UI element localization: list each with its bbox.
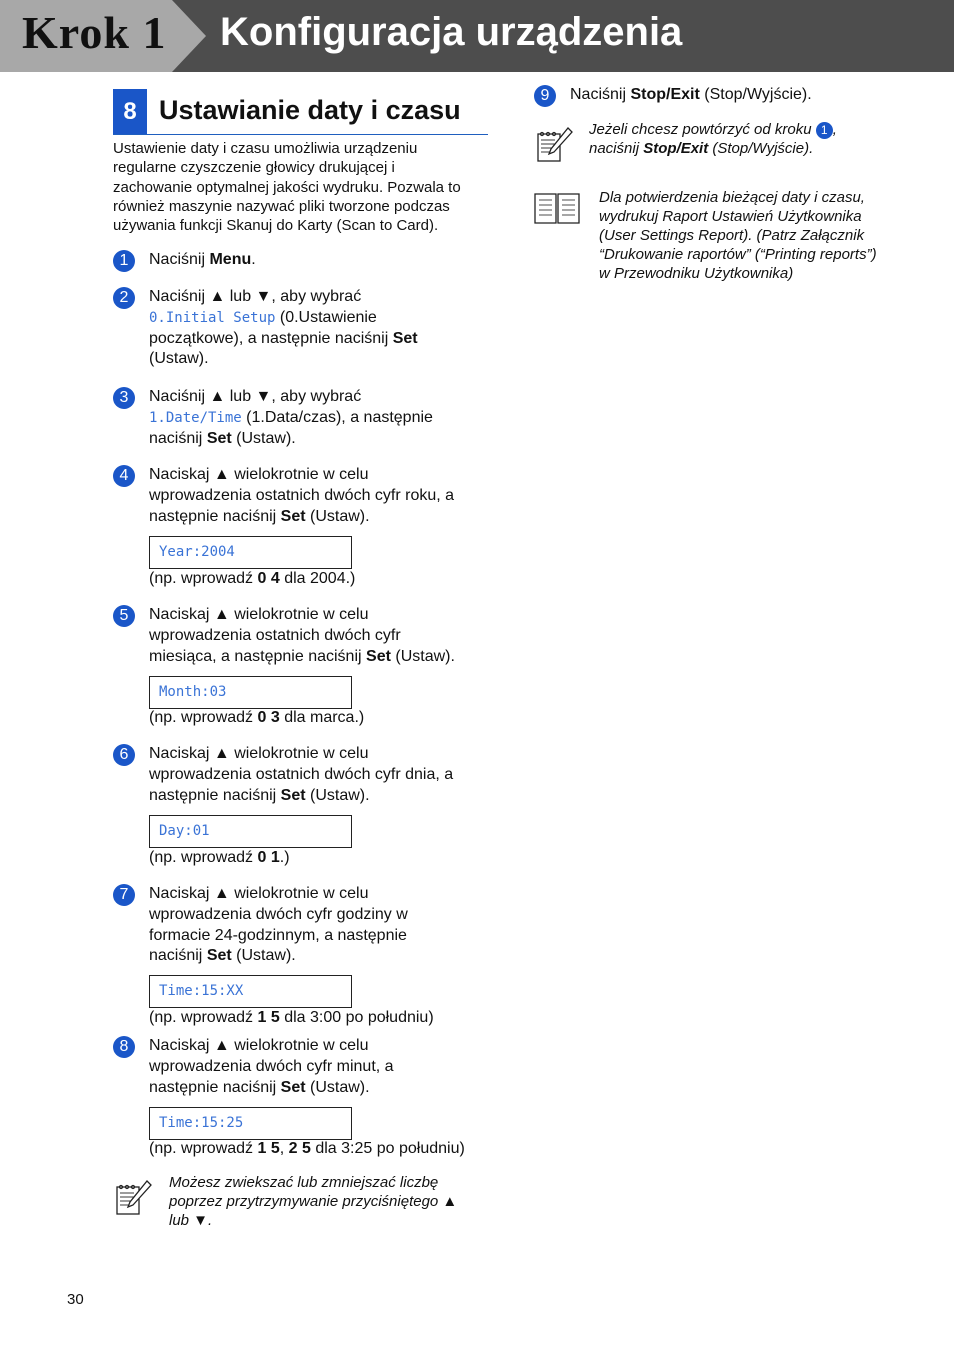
text: (Ustaw). — [149, 350, 209, 368]
section-number: 8 — [113, 89, 147, 134]
key-name: Set — [392, 329, 418, 347]
lcd-text: Time:15:25 — [159, 1115, 244, 1131]
intro-line: używania funkcji Skanuj do Karty (Scan to Card). — [113, 217, 439, 235]
text: (0.Ustawienie — [275, 308, 377, 326]
text: (np. wprowadź — [149, 1009, 258, 1026]
text: Naciskaj ▲ wielokrotnie w celu — [149, 606, 369, 623]
step-number-badge: 5 — [113, 605, 135, 627]
step-label: Krok 1 — [22, 7, 167, 58]
step-text — [149, 605, 499, 667]
text: (Stop/Wyjście). — [699, 86, 812, 103]
note-line: Dla potwierdzenia bieżącej daty i czasu, — [599, 189, 865, 206]
text: (Ustaw). — [231, 429, 296, 447]
intro-paragraph — [113, 139, 493, 235]
step-number-badge: 1 — [113, 250, 135, 272]
step-text — [149, 465, 499, 527]
example-text — [149, 849, 290, 867]
text: formacie 24-godzinnym, a następnie — [149, 926, 407, 944]
note-pencil-icon — [535, 125, 573, 165]
page-header — [0, 0, 954, 72]
lcd-text: Year:2004 — [159, 544, 235, 560]
key-name: Set — [280, 507, 306, 525]
text: (np. wprowadź — [149, 570, 258, 587]
lcd-display — [149, 536, 352, 569]
step-number-badge: 3 — [113, 387, 135, 409]
text: (np. wprowadź — [149, 1140, 258, 1157]
text: Naciskaj ▲ wielokrotnie w celu — [149, 466, 369, 483]
key-name: Menu — [209, 251, 252, 268]
note-pencil-icon — [114, 1178, 152, 1218]
text: (Ustaw). — [305, 1078, 370, 1096]
text: . — [251, 251, 256, 268]
step-text — [149, 387, 499, 449]
key-name: Set — [206, 947, 232, 965]
section-title: Ustawianie daty i czasu — [159, 95, 461, 125]
step-text — [149, 1036, 499, 1098]
note-line: Możesz zwiekszać lub zmniejszać liczbę — [169, 1174, 439, 1191]
text: Naciskaj ▲ wielokrotnie w celu — [149, 885, 369, 902]
text: .) — [279, 849, 290, 866]
note-right — [589, 120, 837, 158]
digits: 1 5 — [257, 1009, 280, 1026]
text: Naciśnij — [570, 86, 631, 103]
header-arrow — [172, 0, 206, 72]
note-line: lub ▼. — [169, 1212, 213, 1229]
note-line: wydrukuj Raport Ustawień Użytkownika — [599, 208, 862, 225]
key-name: Stop/Exit — [630, 86, 700, 103]
step-text — [570, 85, 920, 106]
step-text — [149, 884, 499, 967]
page-title: Konfiguracja urządzenia — [220, 10, 683, 54]
text: następnie naciśnij — [149, 786, 281, 804]
text: (np. wprowadź — [149, 709, 258, 726]
text: wprowadzenia ostatnich dwóch cyfr — [149, 626, 401, 644]
text: (Stop/Wyjście). — [708, 140, 814, 157]
intro-line: Ustawienie daty i czasu umożliwia urządzeniu — [113, 140, 418, 157]
step-ref-badge: 1 — [816, 122, 833, 139]
text: miesiąca, a następnie naciśnij — [149, 647, 367, 665]
text: , — [279, 1140, 289, 1157]
example-text — [149, 709, 364, 727]
key-name: Stop/Exit — [643, 140, 709, 157]
intro-line: regularne czyszczenie głowicy drukującej i — [113, 159, 395, 177]
lcd-text: 0.Initial Setup — [149, 309, 276, 326]
step-number-badge: 9 — [534, 85, 556, 107]
key-name: Set — [206, 429, 232, 447]
text: dla 3:25 po południu) — [310, 1140, 465, 1157]
text: Naciśnij ▲ lub ▼, aby wybrać — [149, 388, 362, 405]
book-note — [599, 188, 877, 283]
key-name: Set — [280, 1078, 306, 1096]
section-heading — [113, 89, 488, 135]
step-number-badge: 4 — [113, 465, 135, 487]
example-text — [149, 1009, 434, 1027]
key-name: Set — [280, 786, 306, 804]
example-text — [149, 570, 355, 588]
text: naciśnij — [149, 947, 207, 965]
reference-book-icon — [533, 190, 581, 226]
note-line: “Drukowanie raportów” (“Printing reports”) — [599, 246, 877, 263]
intro-line: również maszynie nazywać pliki tworzone podczas — [113, 197, 450, 215]
text: Jeżeli chcesz powtórzyć od kroku — [589, 121, 816, 138]
text: wprowadzenia dwóch cyfr godziny w — [149, 905, 408, 923]
digits: 0 1 — [257, 849, 280, 866]
text: Naciśnij — [149, 251, 210, 268]
step-number-badge: 7 — [113, 884, 135, 906]
note-line: poprzez przytrzymywanie przyciśniętego ▲ — [169, 1193, 458, 1210]
step-text — [149, 287, 499, 370]
intro-line: zachowanie optymalnej jakości wydruku. Pozwala to — [113, 178, 461, 196]
lcd-display — [149, 1107, 352, 1140]
key-name: Set — [366, 647, 391, 665]
lcd-display — [149, 676, 352, 709]
text: (Ustaw). — [231, 947, 296, 965]
note-line: w Przewodniku Użytkownika) — [599, 265, 794, 282]
text: (Ustaw). — [305, 507, 370, 525]
lcd-text: Time:15:XX — [159, 983, 244, 999]
step-number-badge: 6 — [113, 744, 135, 766]
example-text — [149, 1140, 465, 1158]
text: Naciskaj ▲ wielokrotnie w celu — [149, 1037, 369, 1054]
text: (Ustaw). — [305, 786, 370, 804]
note-left — [169, 1173, 457, 1230]
digits: 0 4 — [257, 570, 280, 587]
digits: 2 5 — [288, 1140, 311, 1157]
text: Naciskaj ▲ wielokrotnie w celu — [149, 745, 369, 762]
digits: 1 5 — [257, 1140, 280, 1157]
lcd-text: Month:03 — [159, 684, 227, 700]
step-text — [149, 250, 499, 271]
page-number: 30 — [67, 1291, 84, 1308]
text: wprowadzenia dwóch cyfr minut, a — [149, 1057, 394, 1075]
note-line: (User Settings Report). (Patrz Załącznik — [599, 227, 865, 244]
lcd-display — [149, 975, 352, 1008]
text: wprowadzenia ostatnich dwóch cyfr dnia, a — [149, 765, 454, 783]
text: następnie naciśnij — [149, 1078, 281, 1096]
text: , — [832, 121, 837, 138]
text: wprowadzenia ostatnich dwóch cyfr roku, a — [149, 486, 455, 504]
text: (1.Data/czas), a następnie — [241, 408, 433, 426]
lcd-text: 1.Date/Time — [149, 409, 242, 426]
text: dla 3:00 po południu) — [279, 1009, 434, 1026]
text: dla 2004.) — [279, 570, 356, 587]
text: następnie naciśnij — [149, 507, 281, 525]
text: dla marca.) — [279, 709, 365, 726]
text: naciśnij — [589, 140, 644, 157]
lcd-text: Day:01 — [159, 823, 210, 839]
text: (Ustaw). — [390, 647, 455, 665]
digits: 0 3 — [257, 709, 280, 726]
text: (np. wprowadź — [149, 849, 258, 866]
text: początkowe), a następnie naciśnij — [149, 329, 393, 347]
step-number-badge: 2 — [113, 287, 135, 309]
step-text — [149, 744, 499, 806]
text: naciśnij — [149, 429, 207, 447]
lcd-display — [149, 815, 352, 848]
text: Naciśnij ▲ lub ▼, aby wybrać — [149, 288, 362, 305]
step-number-badge: 8 — [113, 1036, 135, 1058]
